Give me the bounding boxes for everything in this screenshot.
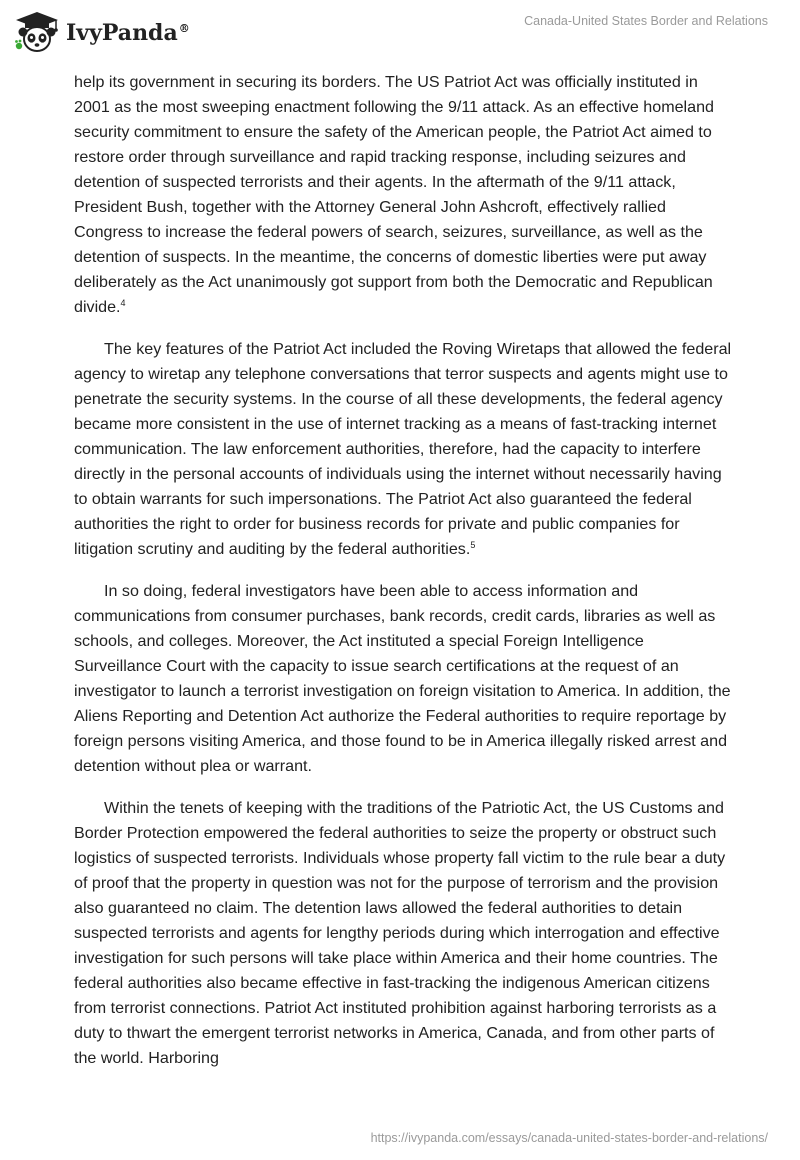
paragraph-4 xyxy=(74,796,734,1071)
paragraph-text: help its government in securing its borders. The US Patriot Act was officially instituted in 2001 as the most sweeping enactment following the 9/11 attack. As an effective homeland security commitment to ensure the safety of the American people, the Patriot Act aimed to restore order through surveillance and rapid tracking response, including seizures and detention of suspected terrorists and their agents. In the aftermath of the 9/11 attack, President Bush, together with the Attorney General John Ashcroft, effectively rallied Congress to increase the federal powers of search, seizures, surveillance, as well as the detention of suspects. In the meantime, the concerns of domestic liberties were put away deliberately as the Act unanimously got support from both the Democratic and Republican divide. xyxy=(74,73,714,316)
paragraph-1 xyxy=(74,70,734,320)
panda-graduate-icon xyxy=(14,10,60,54)
page-header xyxy=(0,0,800,60)
ivypanda-logo[interactable] xyxy=(14,10,190,54)
paragraph-text: Within the tenets of keeping with the traditions of the Patriotic Act, the US Customs and Border Protection empowered the federal authorities to seize the property or obstruct such logistics of suspected terrorists. Individuals whose property fall victim to the rule bear a duty of proof that the property in question was not for the purpose of terrorism and the provision also guaranteed no claim. The detention laws allowed the federal authorities to detain suspected terrorists and agents for lengthy periods during which interrogation and effective investigation for such persons will take place within America and their home countries. The federal authorities also became effective in fast-tracking the indigenous American citizens from terrorist connections. Patriot Act instituted prohibition against harboring terrorists as a duty to thwart the emergent terrorist networks in America, Canada, and from other parts of the world. Harboring xyxy=(74,799,726,1067)
registered-mark: ® xyxy=(178,21,190,35)
paragraph-3 xyxy=(74,579,734,779)
source-url[interactable]: https://ivypanda.com/essays/canada-united-states-border-and-relations/ xyxy=(370,1131,768,1145)
footnote-ref-5[interactable]: 5 xyxy=(470,540,476,550)
footnote-ref-4[interactable]: 4 xyxy=(120,298,126,308)
paragraph-text: The key features of the Patriot Act included the Roving Wiretaps that allowed the federal agency to wiretap any telephone conversations that terror suspects and agents might use to penetrate the security systems. In the course of all these developments, the federal agency became more consistent in the use of internet tracking as a means of fast-tracking internet communication. The law enforcement authorities, therefore, had the capacity to interfere directly in the personal accounts of individuals using the internet without necessarily having to obtain warrants for such impersonations. The Patriot Act also guaranteed the federal authorities the right to order for business records for private and public companies for litigation scrutiny and auditing by the federal authorities. xyxy=(74,340,732,558)
essay-body xyxy=(74,70,734,1088)
document-title: Canada-United States Border and Relations xyxy=(524,14,768,28)
brand-name: IvyPanda® xyxy=(66,20,190,46)
paragraph-2 xyxy=(74,337,734,562)
paragraph-text: In so doing, federal investigators have been able to access information and communications from consumer purchases, bank records, credit cards, libraries as well as schools, and colleges. Moreover, the Act instituted a special Foreign Intelligence Surveillance Court with the capacity to issue search certifications at the request of an investigator to launch a terrorist investigation on foreign visitation to America. In addition, the Aliens Reporting and Detention Act authorize the Federal authorities to require reportage by foreign persons visiting America, and those found to be in America illegally risked arrest and detention without plea or warrant. xyxy=(74,582,731,775)
